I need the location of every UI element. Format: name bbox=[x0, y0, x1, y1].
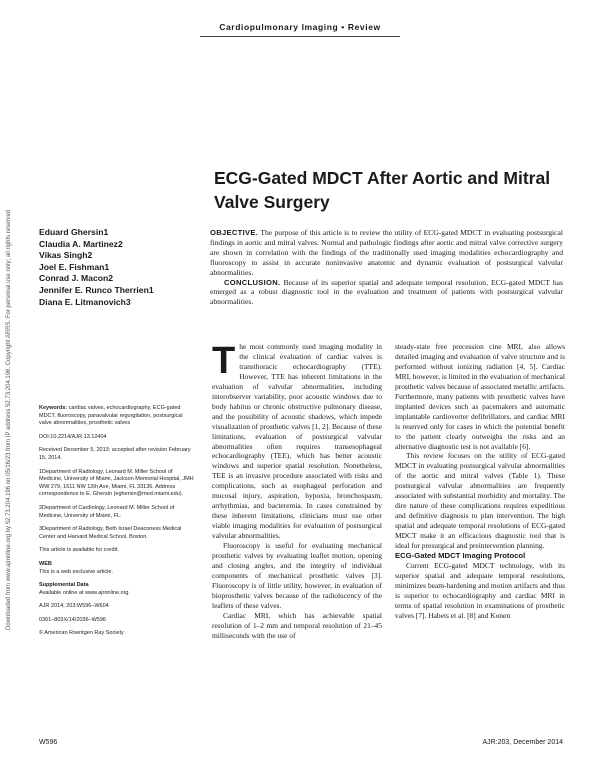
credit-note: This article is available for credit. bbox=[39, 547, 119, 554]
author-name: Joel E. Fishman1 bbox=[39, 261, 110, 272]
paragraph: Fluoroscopy is useful for evaluating mechanical prosthetic valves by evaluating leaflet motion, opening and closing angles, and the integrity of individual components of mechanical prosthetic valves [3]. Fluoroscopy is of little utility, however, in evaluation of bioprosthetic valves because of the radiolucency of the leaflets of these valves. bbox=[212, 541, 382, 610]
header-rule bbox=[200, 36, 400, 37]
page-number: W596 bbox=[39, 739, 58, 746]
journal-issue: AJR:203, December 2014 bbox=[482, 739, 563, 746]
download-stamp-text: Downloaded from www.ajronline.org by 52.73.204.196 on 05/16/23 from IP address 52.73.204.196. Copyright ARRS. For personal use only; all rights reserved bbox=[6, 209, 12, 630]
article-metadata bbox=[39, 405, 195, 644]
article-title: ECG-Gated MDCT After Aortic and Mitral Valve Surgery bbox=[214, 168, 551, 212]
author-name: Jennifer E. Runco Therrien1 bbox=[39, 284, 154, 295]
keywords-text: cardiac valves, echocardiography, ECG-gated MDCT, fluoroscopy, paravalvular regurgitation, postsurgical valve abnormalities, prosthetic valves bbox=[39, 405, 183, 427]
web-text: This is a web exclusive article. bbox=[39, 568, 113, 575]
body-column-2 bbox=[395, 342, 565, 621]
received-dates: Received December 5, 2013; accepted after revision February 15, 2014. bbox=[39, 447, 191, 461]
drop-cap: T bbox=[212, 340, 236, 382]
conclusion-text: Because of its superior spatial and adequate temporal resolution, ECG-gated MDCT has emerged as a robust diagnostic tool in the evaluation and treatment of patients with postsurgical valvular abnormalities. bbox=[210, 277, 563, 307]
keywords-label: Keywords: bbox=[39, 405, 68, 411]
copyright: © American Roentgen Ray Society bbox=[39, 630, 124, 637]
author-name: Vikas Singh2 bbox=[39, 250, 93, 261]
running-header: Cardiopulmonary Imaging • Review bbox=[219, 22, 381, 32]
paragraph: steady-state free precession cine MRI, also allows detailed imaging and evaluation of valve structure and is performed without ionizing radiation [4, 5]. Cardiac MRI, however, is limited in the evaluation of mechanical prosthetic valves because of associated metallic artifacts. Furthermore, many patients with prosthetic valves have implanted devices such as pacemakers and automatic implantable cardioverter defibrillators, and cardiac MRI is reserved only for cases in which the potential benefit to the patient clearly outweighs the risks and an alternative diagnostic test is not available [6]. bbox=[395, 342, 565, 451]
citation: AJR 2014; 203:W596–W604 bbox=[39, 603, 109, 610]
abstract bbox=[210, 228, 563, 307]
author-name: Diana E. Litmanovich3 bbox=[39, 296, 131, 307]
issn: 0361–803X/14/2036–W596 bbox=[39, 616, 106, 623]
paragraph: Cardiac MRI, which has achievable spatial resolution of 1–2 mm and temporal resolution of 21–45 milliseconds with the use of bbox=[212, 610, 382, 640]
supplemental-label-text: Supplemental Data bbox=[39, 582, 89, 589]
affiliation-2: 2Department of Cardiology, Leonard M. Miller School of Medicine, University of Miami, FL. bbox=[39, 504, 175, 519]
doi[interactable]: DOI:10.2214/AJR.13.12404 bbox=[39, 433, 107, 440]
objective-label: OBJECTIVE. bbox=[210, 228, 259, 237]
web-label bbox=[39, 561, 195, 569]
affiliation-3: 3Department of Radiology, Beth Israel Deaconess Medical Center and Harvard Medical School, Boston. bbox=[39, 526, 182, 540]
paragraph: This review focuses on the utility of ECG-gated MDCT in evaluating postsurgical valvular abnormalities of the aortic and mitral valves (Table 1). These postsurgical valvular abnormalities are frequently associated with substantial morbidity and mortality. The dire nature of these complications requires expeditious and definitive diagnosis to plan intervention. The high spatial and adequate temporal resolutions of ECG-gated MDCT make it an efficacious diagnostic tool that is ideal for presurgical and preintervention planning. bbox=[395, 451, 565, 551]
author-name: Eduard Ghersin1 bbox=[39, 227, 109, 237]
web-label-text: WEB bbox=[39, 560, 52, 567]
conclusion-label: CONCLUSION. bbox=[224, 277, 281, 287]
body-column-1 bbox=[212, 342, 382, 641]
author-name: Conrad J. Macon2 bbox=[39, 273, 114, 284]
affiliation-1: 1Department of Radiology, Leonard M. Miller School of Medicine, University of Miami, Jackson Memorial Hospital, JMH WW 279, 1611 NW 12th Ave, Miami, FL 33136. Address correspondence to E. Ghersin (eghersin@med.miami.edu). bbox=[39, 468, 194, 498]
supplemental-label bbox=[39, 582, 195, 590]
abstract-conclusion bbox=[210, 278, 563, 308]
intro-paragraph bbox=[212, 342, 382, 541]
abstract-objective bbox=[210, 228, 563, 278]
section-heading: ECG-Gated MDCT Imaging Protocol bbox=[395, 551, 526, 561]
intro-text: he most commonly used imaging modality in the clinical evaluation of cardiac valves is transthoracic echocardiography (TTE). However, TTE has inherent limitations in the evaluation of valvular abnormalities, including interobserver variability, poor acoustic windows due to body habitus or chronic obstructive pulmonary disease, and the possibility of acoustic shadows, which impede visualization of prosthetic valves [1, 2]. Because of these limitations, evaluation of postsurgical valvular abnormalities often requires transesophageal echocardiography (TEE), which has better acoustic windows and superior spatial resolution. Nonetheless, TEE is an invasive procedure associated with risks and complications, such as esophageal perforation and mucosal injury, aspiration, hypoxia, bronchospasm, arrhythmias, and bacteremia. In cases constrained by these inherent limitations, clinicians must use other viable imaging modalities for evaluation of postsurgical valvular abnormalities. bbox=[212, 342, 382, 541]
download-stamp bbox=[6, 150, 14, 630]
author-list bbox=[39, 227, 219, 308]
supplemental-text[interactable]: Available online at www.ajronline.org. bbox=[39, 589, 131, 596]
author-name: Claudia A. Martinez2 bbox=[39, 238, 123, 249]
keywords bbox=[39, 405, 195, 428]
paragraph: Current ECG-gated MDCT technology, with its superior spatial and adequate temporal resolutions, minimizes beam-hardening and motion artifacts and thus is superior to echocardiography and cardiac MRI in terms of spatial resolution in examinations of prosthetic valves [7]. Habets et al. [8] and Konen bbox=[395, 560, 565, 620]
objective-text: The purpose of this article is to review the utility of ECG-gated MDCT in evaluating postsurgical findings in aortic and mitral valves. Normal and pathologic findings after aortic and mitral valve corrective surgery are shown in correlation with the findings of the traditionally used imaging modalities echocardiography and fluoroscopy to assist in accurate noninvasive anatomic and dynamic evaluation of postsurgical valvular abnormalities. bbox=[210, 228, 563, 277]
